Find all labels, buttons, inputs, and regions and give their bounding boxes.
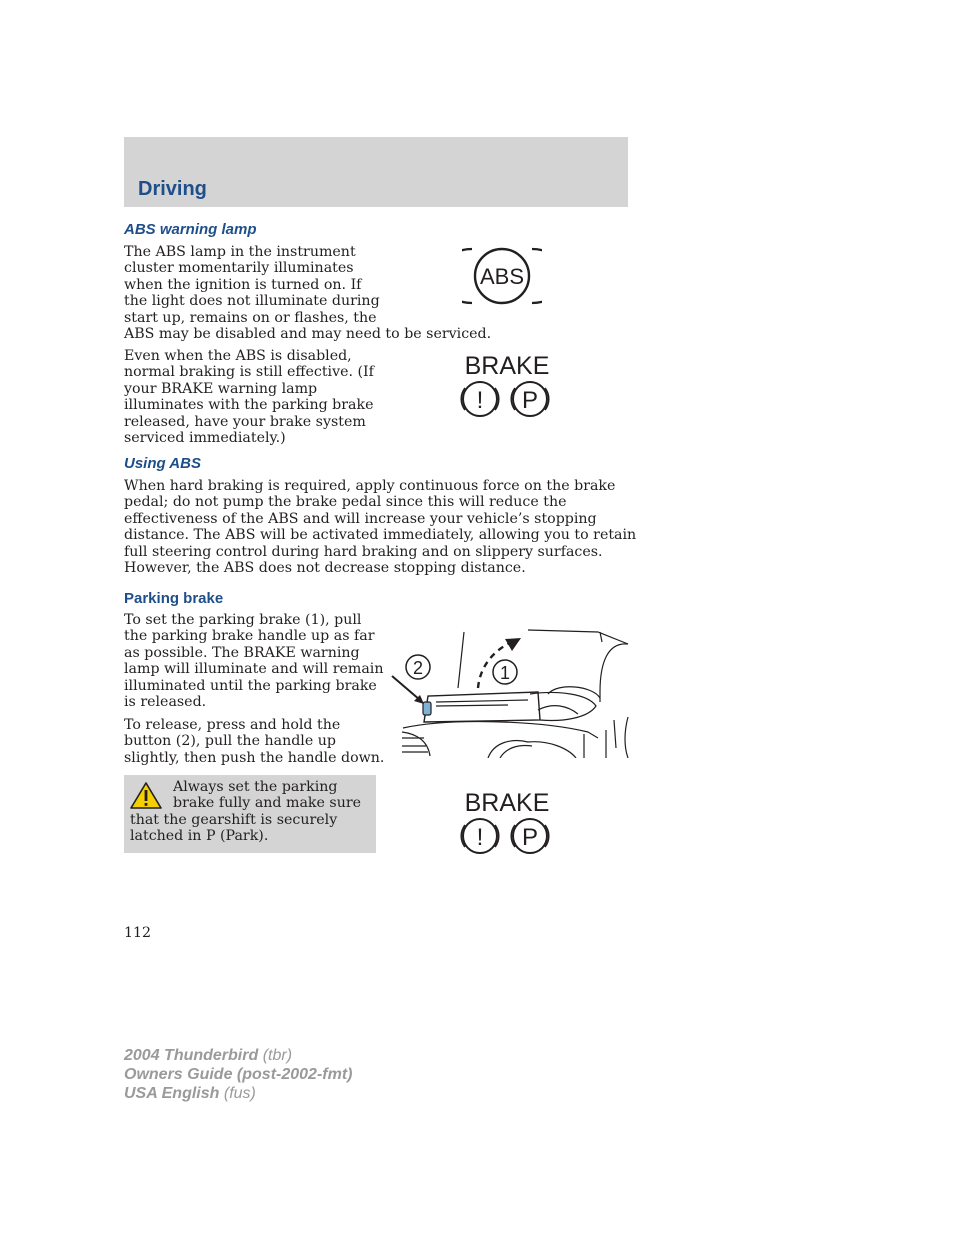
abs-lamp-label: ABS — [479, 264, 525, 289]
parking-brake-illustration — [388, 622, 630, 758]
brake-lamp-icon-1 — [458, 350, 556, 420]
brake-lamp-icon-2 — [458, 787, 556, 857]
using-abs-paragraph: When hard braking is required, apply continuous force on the brake pedal; do not pump the brake pedal since this will reduce the effectiveness of the ABS and will increase your vehicle’s stopping distance. The ABS will be activated immediately, allowing you to retain full steering control during hard braking and on slippery surfaces. However, the ABS does not decrease stopping distance. — [124, 478, 637, 577]
footer-model: 2004 Thunderbird — [124, 1047, 259, 1064]
footer-model-code: (tbr) — [258, 1047, 293, 1064]
footer-line-2 — [124, 1065, 352, 1084]
callout-2-label: 2 — [412, 658, 424, 678]
using-abs-heading: Using ABS — [124, 455, 201, 472]
document-footer — [124, 1046, 352, 1103]
callout-1-label: 1 — [499, 663, 511, 683]
abs-lamp-paragraph: The ABS lamp in the instrument cluster momentarily illuminates when the ignition is turned on. If the light does not illuminate during start up, remains on or flashes, the ABS may be disabled and may need to be serviced. — [124, 244, 492, 343]
brake-lamp-label: BRAKE — [464, 789, 550, 817]
abs-disabled-paragraph: Even when the ABS is disabled, normal braking is still effective. (If your BRAKE warning lamp illuminates with the parking brake released, have your brake system serviced immediately.) — [124, 348, 374, 447]
exclamation-symbol: ! — [476, 824, 484, 851]
park-symbol: P — [521, 824, 539, 851]
parking-brake-heading: Parking brake — [124, 590, 224, 607]
exclamation-symbol: ! — [476, 387, 484, 414]
footer-guide: Owners Guide (post-2002-fmt) — [124, 1066, 353, 1083]
abs-lamp-icon — [462, 245, 542, 307]
page-number: 112 — [124, 925, 152, 941]
park-symbol: P — [521, 387, 539, 414]
release-button — [423, 702, 431, 715]
footer-line-3 — [124, 1084, 352, 1103]
footer-language-code: (fus) — [219, 1085, 256, 1102]
warning-line-rest: that the gearshift is securely latched in P (Park). — [130, 811, 338, 845]
parking-brake-release-paragraph: To release, press and hold the button (2), pull the handle up slightly, then push the handle down. — [124, 717, 385, 766]
abs-warning-lamp-heading: ABS warning lamp — [124, 221, 257, 238]
warning-line-2: brake fully and make sure — [173, 795, 362, 812]
footer-line-1 — [124, 1046, 352, 1065]
parking-brake-set-paragraph: To set the parking brake (1), pull the parking brake handle up as far as possible. The BRAKE warning lamp will illuminate and will remain illuminated until the parking brake is released. — [124, 612, 384, 711]
warning-text — [130, 779, 361, 845]
warning-line-1: Always set the parking — [173, 779, 338, 795]
abs-lamp-arc-left — [462, 249, 472, 303]
footer-language: USA English — [124, 1085, 220, 1102]
brake-lamp-label: BRAKE — [464, 352, 550, 380]
abs-lamp-arc-right — [532, 249, 542, 303]
section-title: Driving — [138, 178, 207, 200]
